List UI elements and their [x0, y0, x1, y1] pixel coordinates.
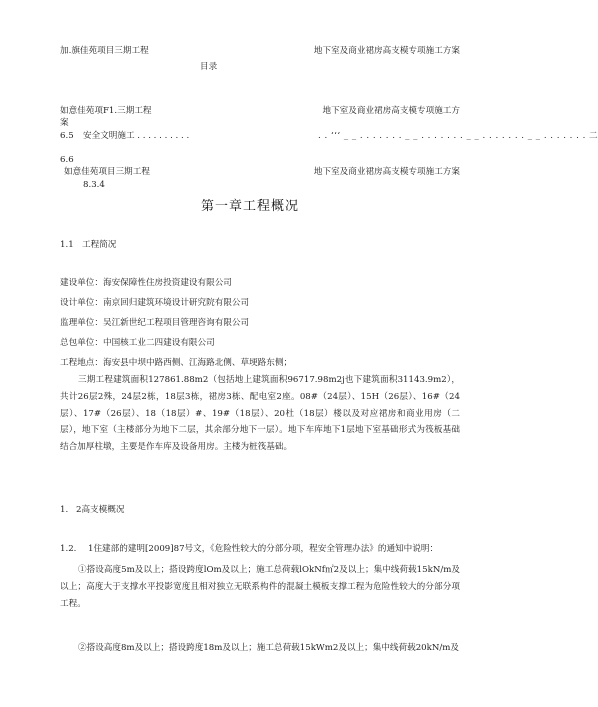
- toc-heading: 目录: [200, 62, 218, 72]
- overview-paragraph: 三期工程建筑面积127861.88m2（包括地上建筑面积96717.98m2j也下建筑面积31143.9m2），共计26层2殊，24层2栋，18层3栋，裙房3栋、配电室2座。08#（24层）、15H（26层）、16#（24层）、17#（26层）、18（18层）#、19#（18层）、20杜（18层）楼以及对应裙房和商业用房（二层），地下室（主楼部分为地下二层，其余部分地下一层）。地下车库地下1层地下室基础形式为筏板基础结合加厚柱墩，主要是作车库及设备用房。主楼为桩筏基础。: [60, 375, 460, 452]
- toc-entry-title[interactable]: 安全文明施工 . . . . . . . . . .: [83, 131, 190, 141]
- toc-header-project-2: 如意佳苑项目三期工程: [64, 167, 150, 177]
- toc-entry-number-66: 6.6: [60, 155, 74, 165]
- header-project-name: 加.旗佳苑项目三期工程: [60, 46, 149, 56]
- section-title-1-2-1: 1住建部的建明[2009]87号文，《危险性较大的分部分项，程安全管理办法》的通知中说明：: [88, 544, 439, 554]
- toc-header-project: 如意佳苑项F1.三期工程: [60, 106, 152, 116]
- info-supervisor: 监理单位：吴江新世纪工程项目管理咨询有限公司: [60, 318, 250, 328]
- info-owner: 建设单位：海安保障性住房投资建设有限公司: [60, 278, 232, 288]
- toc-subentry-number: 8.3.4: [83, 180, 105, 190]
- section-title-1-1: 工程简况: [82, 240, 117, 250]
- chapter-title: 第一章工程概况: [200, 199, 299, 214]
- criteria-item-2: ②搭设高度8m及以上；搭设跨度18m及以上；施工总荷载15kWm2及以上；集中线荷载20kN∕m及: [78, 643, 460, 653]
- toc-entry-number: 6.5: [60, 131, 74, 141]
- toc-header-title: 地下室及商业裙房高支模专项施工方: [322, 106, 460, 116]
- info-location: 工程地点：海安县中坝中路西侧、江海路北侧、草埂路东侧；: [60, 358, 293, 368]
- criteria-item-1: ①搭设高度5m及以上；搭设跨度lOm及以上；施工总荷载lOkNf㎡2及以上；集中线荷载15kN∕m及以上；高度大于支撑水平投影宽度且相对独立无联系构件的混凝土模板支撑工程为危险性较大的分部分项工程。: [60, 565, 460, 609]
- section-number-1-2: 1.: [60, 505, 69, 515]
- toc-entry-leader: . . ‘‘‘ _ _ . . . . . . . _ _ . . . . . . . _ _ . . . . . . . _ _ . . . . . . . 二: [318, 131, 598, 141]
- header-doc-title: 地下室及商业裙房高支模专项施工方案: [313, 46, 460, 56]
- toc-header-title-2: 地下室及商业裙房高支模专项施工方案: [313, 167, 460, 177]
- section-title-1-2: 2高支模概况: [76, 505, 125, 515]
- section-number-1-1: 1.1: [60, 240, 74, 250]
- info-designer: 设计单位：南京回归建筑环境设计研究院有限公司: [60, 298, 250, 308]
- section-number-1-2-1: 1.2.: [60, 544, 77, 554]
- info-contractor: 总包单位：中国核工业二四建设有限公司: [60, 338, 215, 348]
- toc-header-wrap: 案: [60, 118, 69, 128]
